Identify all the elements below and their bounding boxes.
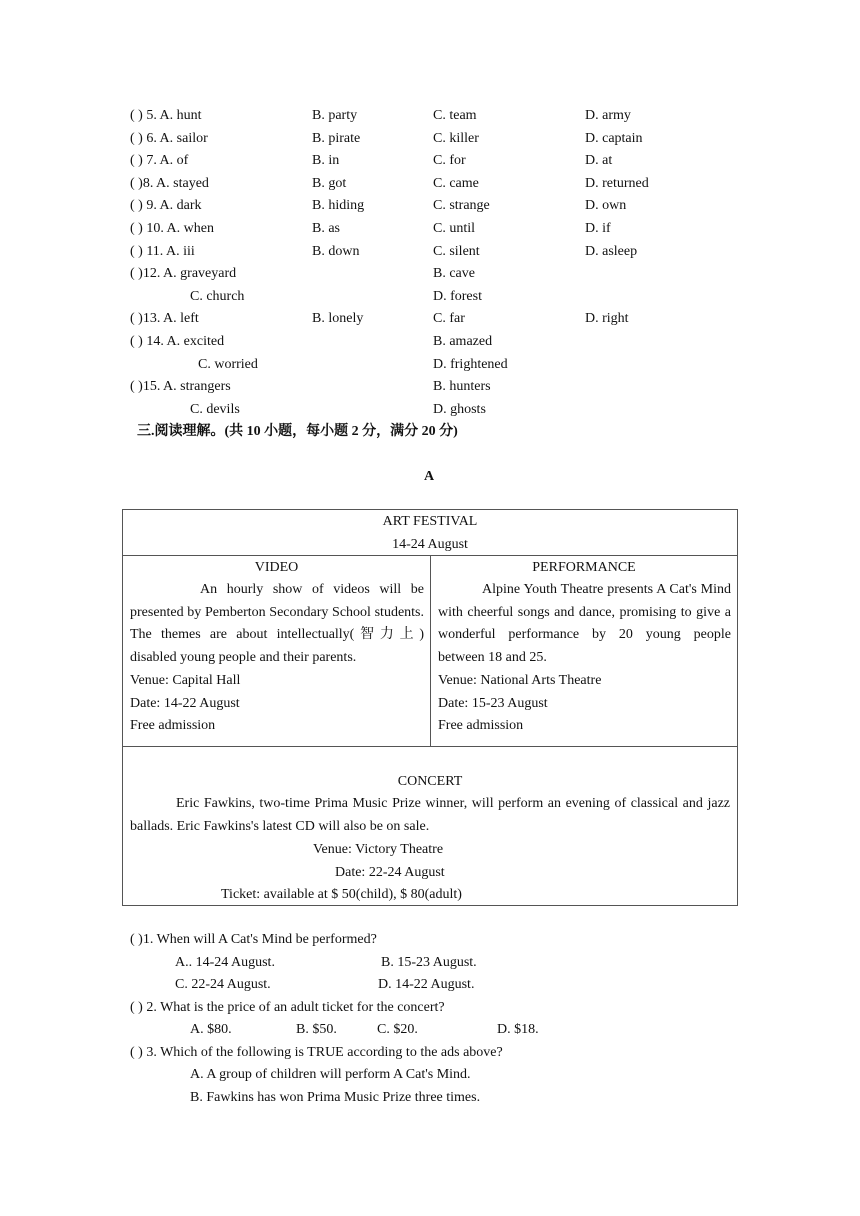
cloze-option[interactable]: C. strange [433,198,490,214]
cloze-question: ( )8. A. stayed [130,175,209,191]
video-admission: Free admission [130,718,216,733]
concert-cell [122,746,738,906]
cloze-option-d[interactable]: D. own [585,198,627,214]
festival-title: ART FESTIVAL [382,514,478,529]
question-1-stem: ( )1. When will A Cat's Mind be performed? [130,932,377,947]
concert-venue: Venue: Victory Theatre [313,842,444,857]
cloze-option-d[interactable]: D. army [585,108,631,123]
performance-admission: Free admission [438,718,524,733]
performance-body: Alpine Youth Theatre presents A Cat's Mind with cheerful songs and dance, promising to give a wonderful performance by 20 young people between 18 and 25. [438,582,731,665]
cloze-question: ( ) 14. A. excited [130,334,225,349]
cloze-option-d[interactable]: D. if [585,221,611,236]
cloze-option-d[interactable]: D. at [585,153,613,169]
cloze-option[interactable]: C. team [433,108,477,123]
cloze-option-b[interactable]: B. party [312,108,358,123]
cloze-option-b[interactable]: B. hiding [312,198,365,214]
concert-date: Date: 22-24 August [335,865,445,880]
question-3-option-a[interactable]: A. A group of children will perform A Cat's Mind. [190,1067,471,1082]
question-3-option-b[interactable]: B. Fawkins has won Prima Music Prize three times. [190,1090,481,1105]
cloze-question: ( ) 7. A. of [130,153,189,169]
cloze-option[interactable]: C. until [433,221,476,236]
festival-dates: 14-24 August [392,537,468,552]
cloze-question: ( ) 5. A. hunt [130,108,202,123]
cloze-option-d[interactable]: D. asleep [585,243,638,259]
video-heading: VIDEO [254,560,299,575]
cloze-question: ( ) 11. A. iii [130,243,195,259]
question-1-option-c[interactable]: C. 22-24 August. [175,977,271,992]
cloze-option[interactable]: C. killer [433,130,479,146]
performance-heading: PERFORMANCE [532,560,636,575]
cloze-option[interactable]: C. silent [433,243,480,259]
question-2-option-d[interactable]: D. $18. [497,1022,539,1037]
performance-venue: Venue: National Arts Theatre [438,673,602,688]
question-2-option-c[interactable]: C. $20. [377,1022,418,1037]
cloze-option[interactable]: D. forest [433,288,482,304]
cloze-option-d[interactable]: D. captain [585,130,643,146]
cloze-question: ( ) 6. A. sailor [130,130,208,146]
cloze-option[interactable]: C. came [433,175,479,191]
cloze-question: ( ) 9. A. dark [130,198,202,214]
cloze-option[interactable]: C. for [433,153,466,169]
video-venue: Venue: Capital Hall [130,673,241,688]
performance-cell [430,555,738,747]
concert-body: Eric Fawkins, two-time Prima Music Prize winner, will perform an evening of classical and jazz ballads. Eric Fawkins's latest CD will also be on sale. [130,796,730,834]
concert-ticket: Ticket: available at $ 50(child), $ 80(adult) [221,887,462,902]
cloze-option-b[interactable]: B. as [312,221,340,236]
concert-heading: CONCERT [397,774,463,789]
video-cell [122,555,431,747]
performance-date: Date: 15-23 August [438,696,548,711]
question-3-stem: ( ) 3. Which of the following is TRUE according to the ads above? [130,1045,503,1060]
cloze-question: ( )15. A. strangers [130,379,231,395]
video-body: An hourly show of videos will be presented by Pemberton Secondary School students. The themes are about intellectually(智力上) disabled young people and their parents. [130,582,424,665]
cloze-option-c[interactable]: C. church [190,288,245,304]
cloze-option[interactable]: B. amazed [433,334,493,349]
cloze-option-b[interactable]: B. pirate [312,130,361,146]
cloze-question: ( )13. A. left [130,311,199,327]
question-1-option-b[interactable]: B. 15-23 August. [381,955,477,970]
cloze-option[interactable]: B. hunters [433,379,491,395]
cloze-option[interactable]: C. far [433,311,465,327]
question-1-option-d[interactable]: D. 14-22 August. [378,977,475,992]
question-1-option-a[interactable]: A.. 14-24 August. [175,955,275,970]
passage-label: A [424,469,435,484]
cloze-option-b[interactable]: B. got [312,175,347,191]
cloze-option[interactable]: D. frightened [433,356,508,372]
cloze-option-c[interactable]: C. worried [198,356,258,372]
question-2-stem: ( ) 2. What is the price of an adult ticket for the concert? [130,1000,445,1015]
cloze-option[interactable]: D. ghosts [433,401,486,417]
cloze-option[interactable]: B. cave [433,266,475,282]
cloze-question: ( )12. A. graveyard [130,266,237,282]
cloze-option-b[interactable]: B. in [312,153,340,169]
question-2-option-a[interactable]: A. $80. [190,1022,232,1037]
cloze-option-c[interactable]: C. devils [190,401,240,417]
section-heading: 三.阅读理解。(共 10 小题，每小题 2 分，满分 20 分) [137,424,458,439]
cloze-question: ( ) 10. A. when [130,221,214,236]
cloze-option-b[interactable]: B. down [312,243,360,259]
video-date: Date: 14-22 August [130,696,240,711]
festival-title-cell [122,509,738,556]
cloze-option-d[interactable]: D. returned [585,175,649,191]
question-2-option-b[interactable]: B. $50. [296,1022,337,1037]
cloze-option-d[interactable]: D. right [585,311,629,327]
cloze-option-b[interactable]: B. lonely [312,311,364,327]
